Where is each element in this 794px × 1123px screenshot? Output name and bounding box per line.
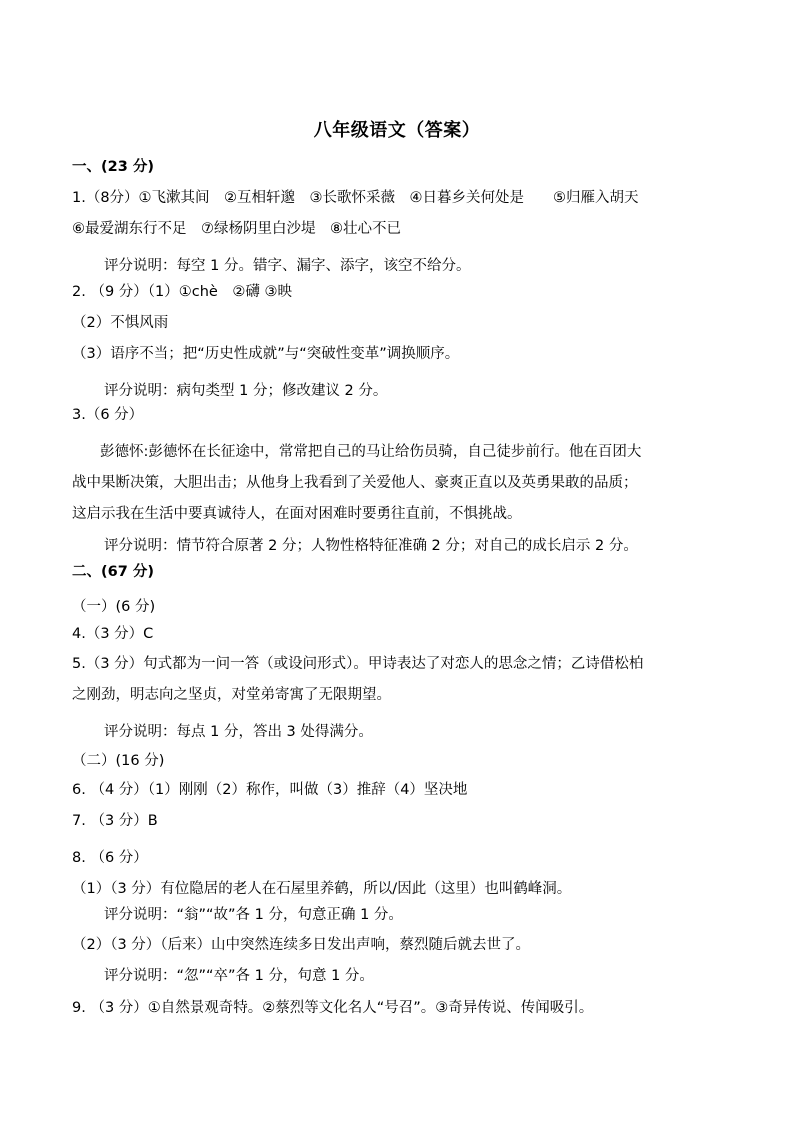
- subsection-heading: （一）(6 分): [72, 599, 156, 615]
- scoring-note: 评分说明：病句类型 1 分；修改建议 2 分。: [104, 383, 388, 399]
- answer-line: 2. （9 分）（1）①chè ②礴 ③映: [72, 284, 292, 300]
- document-title: 八年级语文（答案）: [313, 120, 481, 141]
- answer-line: 8. （6 分）: [72, 850, 148, 866]
- scoring-note: 评分说明：每点 1 分，答出 3 处得满分。: [104, 724, 373, 740]
- answer-line: （2）不惧风雨: [72, 315, 169, 331]
- subsection-heading: （二）(16 分): [72, 753, 165, 769]
- answer-line: 1.（8分）①飞漱其间 ②互相轩邈 ③长歌怀采薇 ④日暮乡关何处是 ⑤归雁入胡天: [72, 190, 639, 206]
- answer-line: （1）（3 分）有位隐居的老人在石屋里养鹤，所以/因此（这里）也叫鹤峰洞。: [72, 881, 572, 897]
- scoring-note: 评分说明：情节符合原著 2 分；人物性格特征准确 2 分；对自己的成长启示 2 分。: [104, 538, 638, 554]
- answer-line: 5.（3 分）句式都为一问一答（或设问形式）。甲诗表达了对恋人的思念之情；乙诗借松柏: [72, 656, 644, 672]
- section-heading-1: 一、(23 分): [72, 159, 154, 175]
- answer-line: 7. （3 分）B: [72, 813, 158, 829]
- scoring-note: 评分说明：“忽”“卒”各 1 分，句意 1 分。: [104, 968, 374, 984]
- scoring-note: 评分说明：“翁”“故”各 1 分，句意正确 1 分。: [104, 907, 403, 923]
- answer-line: 4.（3 分）C: [72, 626, 154, 642]
- answer-paragraph-line: 战中果断决策，大胆出击；从他身上我看到了关爱他人、豪爽正直以及英勇果敢的品质；: [72, 475, 638, 491]
- scoring-note: 评分说明：每空 1 分。错字、漏字、添字，该空不给分。: [104, 258, 471, 274]
- answer-paragraph-line: 这启示我在生活中要真诚待人，在面对困难时要勇往直前，不惧挑战。: [72, 506, 522, 522]
- answer-line: 之刚劲，明志向之坚贞，对堂弟寄寓了无限期望。: [72, 687, 391, 703]
- answer-line: 6. （4 分）（1）刚刚（2）称作，叫做（3）推辞（4）坚决地: [72, 782, 468, 798]
- answer-line: （2）（3 分）（后来）山中突然连续多日发出声响，蔡烈随后就去世了。: [72, 937, 531, 953]
- answer-paragraph-line: 彭德怀:彭德怀在长征途中，常常把自己的马让给伤员骑，自己徒步前行。他在百团大: [100, 444, 642, 460]
- answer-line: （3）语序不当；把“历史性成就”与“突破性变革”调换顺序。: [72, 346, 460, 362]
- answer-line: 9. （3 分）①自然景观奇特。②蔡烈等文化名人“号召”。③奇异传说、传闻吸引。: [72, 1000, 594, 1016]
- answer-line: 3.（6 分）: [72, 407, 144, 423]
- answer-line: ⑥最爱湖东行不足 ⑦绿杨阴里白沙堤 ⑧壮心不已: [72, 221, 401, 237]
- section-heading-2: 二、(67 分): [72, 564, 154, 580]
